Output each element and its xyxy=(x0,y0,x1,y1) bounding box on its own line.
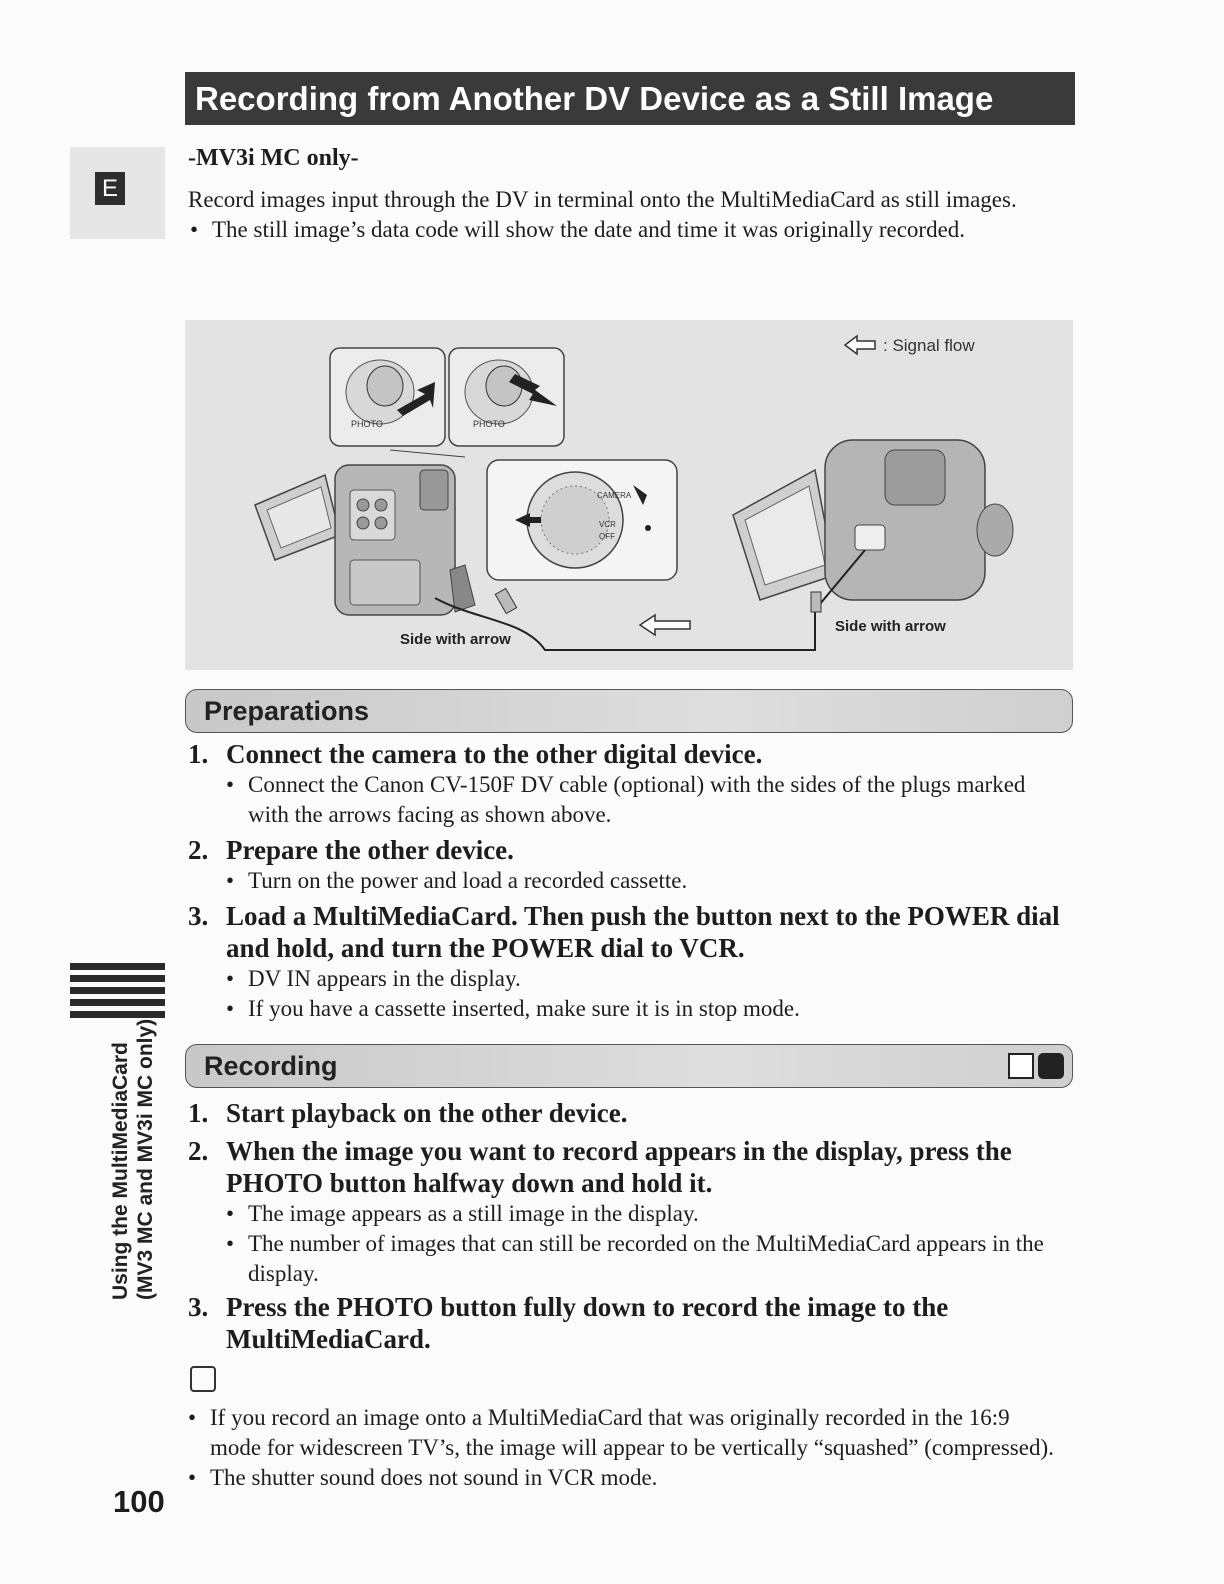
rec-step-1 xyxy=(188,1097,1068,1129)
photo-label-right: PHOTO xyxy=(473,419,505,429)
step-text: Press the PHOTO button fully down to record the image to the MultiMediaCard. xyxy=(226,1292,949,1354)
camcorder-left xyxy=(255,465,475,615)
signal-flow-arrow-icon xyxy=(845,336,875,354)
step-number: 1. xyxy=(188,1098,209,1128)
step-bullet: • Turn on the power and load a recorded cassette. xyxy=(224,866,1068,896)
step-text: When the image you want to record appears in the display, press the PHOTO button halfway down and hold it. xyxy=(226,1136,1012,1198)
prep-step-2 xyxy=(188,834,1068,896)
intro xyxy=(188,185,1073,245)
photo-button-inset-left xyxy=(330,348,445,446)
dial-camera-label: CAMERA xyxy=(597,491,632,500)
photo-button-inset-right xyxy=(449,348,564,446)
prep-step-3 xyxy=(188,900,1068,1024)
legend-text: : Signal flow xyxy=(883,336,975,355)
note-item: • If you record an image onto a MultiMediaCard that was originally recorded in the 16:9 mode for widescreen TV’s, the image will appear to be vertically “squashed” (compressed). xyxy=(186,1403,1066,1463)
rec-step-2 xyxy=(188,1135,1068,1289)
step-bullet: • The image appears as a still image in the display. xyxy=(224,1199,1068,1229)
preparations-heading: Preparations xyxy=(185,689,1073,733)
step-bullet: • Connect the Canon CV-150F DV cable (optional) with the sides of the plugs marked with the arrows facing as shown above. xyxy=(224,770,1068,830)
dial-off-label: OFF xyxy=(599,532,615,541)
cable-flow-arrow-icon xyxy=(640,615,690,635)
step-number: 2. xyxy=(188,1136,209,1166)
card-mode-icon xyxy=(1008,1053,1034,1079)
step-bullet: • The number of images that can still be recorded on the MultiMediaCard appears in the display. xyxy=(224,1229,1068,1289)
intro-bullet: • The still image’s data code will show the date and time it was originally recorded. xyxy=(188,215,1073,245)
rec-step-3 xyxy=(188,1291,1068,1355)
prep-step-1 xyxy=(188,738,1068,830)
remote-icon xyxy=(1038,1053,1064,1079)
power-dial-inset xyxy=(487,460,677,580)
step-text: Load a MultiMediaCard. Then push the button next to the POWER dial and hold, and turn the POWER dial to VCR. xyxy=(226,901,1060,963)
label-right: Side with arrow xyxy=(835,618,946,635)
section-label-line-2: (MV3 MC and MV3i MC only) xyxy=(134,1018,157,1300)
connection-illustration xyxy=(185,320,1073,670)
note-item: • The shutter sound does not sound in VCR mode. xyxy=(186,1463,1066,1493)
step-number: 1. xyxy=(188,739,209,769)
photo-label-left: PHOTO xyxy=(351,419,383,429)
step-text: Prepare the other device. xyxy=(226,835,514,865)
step-text: Start playback on the other device. xyxy=(226,1098,628,1128)
step-number: 2. xyxy=(188,835,209,865)
step-number: 3. xyxy=(188,901,209,931)
intro-text: Record images input through the DV in terminal onto the MultiMediaCard as still images. xyxy=(188,187,1017,212)
language-letter: E xyxy=(95,172,125,205)
step-bullet: • If you have a cassette inserted, make sure it is in stop mode. xyxy=(224,994,1068,1024)
section-label xyxy=(108,1019,158,1300)
step-number: 3. xyxy=(188,1292,209,1322)
section-label-line-1: Using the MultiMediaCard xyxy=(109,1042,132,1300)
step-bullet: • DV IN appears in the display. xyxy=(224,964,1068,994)
dial-vcr-label: VCR xyxy=(599,520,616,529)
camcorder-right xyxy=(733,440,1013,600)
page-title: Recording from Another DV Device as a Still Image xyxy=(185,72,1075,125)
page-number: 100 xyxy=(113,1484,165,1519)
recording-heading xyxy=(185,1044,1073,1088)
connection-diagram xyxy=(185,320,1073,670)
notes xyxy=(186,1403,1066,1493)
label-left: Side with arrow xyxy=(400,631,511,648)
step-text: Connect the camera to the other digital device. xyxy=(226,739,763,769)
note-icon xyxy=(190,1366,216,1392)
section-marker-bars xyxy=(70,963,165,1023)
model-note: -MV3i MC only- xyxy=(188,145,359,171)
recording-heading-text: Recording xyxy=(204,1051,338,1081)
